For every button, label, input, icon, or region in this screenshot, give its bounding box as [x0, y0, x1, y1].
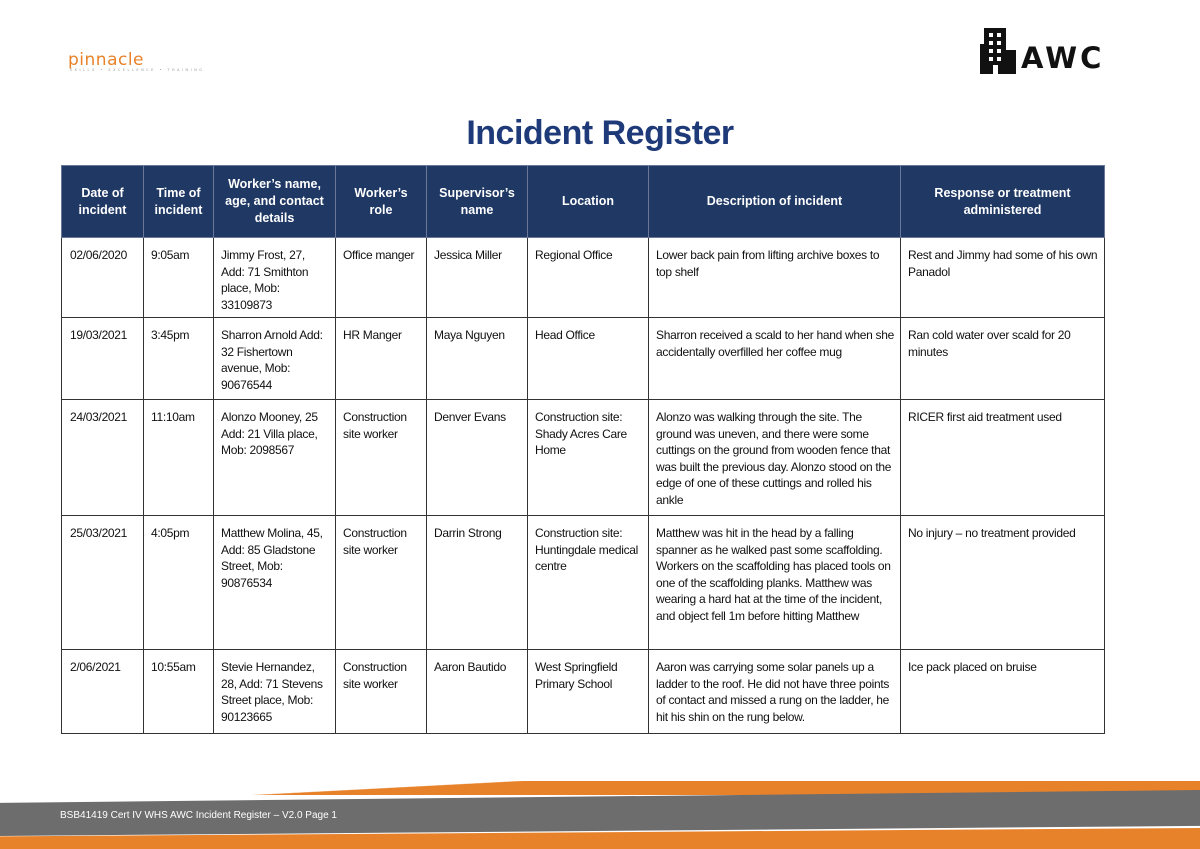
cell-supervisor: Maya Nguyen — [427, 318, 528, 400]
cell-supervisor: Denver Evans — [427, 400, 528, 516]
header-description: Description of incident — [649, 166, 901, 238]
cell-date: 25/03/2021 — [62, 516, 144, 650]
page-title: Incident Register — [466, 114, 734, 152]
cell-supervisor: Aaron Bautido — [427, 650, 528, 734]
cell-time: 10:55am — [144, 650, 214, 734]
cell-response: Rest and Jimmy had some of his own Panadol — [901, 238, 1105, 318]
incident-register-table — [61, 165, 1105, 734]
table-row — [62, 400, 1105, 516]
cell-worker-role: Construction site worker — [336, 516, 427, 650]
cell-time: 9:05am — [144, 238, 214, 318]
cell-description: Aaron was carrying some solar panels up a ladder to the roof. He did not have three points of contact and missed a rung on the ladder, he hit his shin on the rung below. — [649, 650, 901, 734]
header-date: Date of incident — [62, 166, 144, 238]
building-icon — [980, 26, 1018, 74]
header-response: Response or treatment administered — [901, 166, 1105, 238]
cell-response: No injury – no treatment provided — [901, 516, 1105, 650]
cell-worker-role: HR Manger — [336, 318, 427, 400]
cell-date: 2/06/2021 — [62, 650, 144, 734]
table-row — [62, 238, 1105, 318]
cell-worker-role: Construction site worker — [336, 650, 427, 734]
cell-worker-role: Construction site worker — [336, 400, 427, 516]
cell-worker-details: Alonzo Mooney, 25 Add: 21 Villa place, Mob: 2098567 — [214, 400, 336, 516]
cell-time: 4:05pm — [144, 516, 214, 650]
cell-response: RICER first aid treatment used — [901, 400, 1105, 516]
cell-date: 02/06/2020 — [62, 238, 144, 318]
cell-worker-role: Office manger — [336, 238, 427, 318]
header-worker-role: Worker’s role — [336, 166, 427, 238]
pinnacle-logo-tagline: SKILLS • EXCELLENCE • TRAINING — [70, 68, 205, 72]
cell-supervisor: Jessica Miller — [427, 238, 528, 318]
table-row — [62, 516, 1105, 650]
awc-logo — [980, 24, 1104, 74]
cell-location: Construction site: Huntingdale medical centre — [528, 516, 649, 650]
cell-time: 3:45pm — [144, 318, 214, 400]
cell-worker-details: Jimmy Frost, 27, Add: 71 Smithton place, Mob: 33109873 — [214, 238, 336, 318]
cell-location: Regional Office — [528, 238, 649, 318]
pinnacle-logo-text: pinnacle — [68, 50, 145, 70]
cell-location: Construction site: Shady Acres Care Home — [528, 400, 649, 516]
cell-description: Matthew was hit in the head by a falling spanner as he walked past some scaffolding. Workers on the scaffolding has placed tools on one of the scaffolding planks. Matthew was wearing a hard hat at the time of the incident, and object fell 1m before hitting Matthew — [649, 516, 901, 650]
header-time: Time of incident — [144, 166, 214, 238]
cell-supervisor: Darrin Strong — [427, 516, 528, 650]
pinnacle-logo — [68, 52, 204, 73]
cell-time: 11:10am — [144, 400, 214, 516]
cell-description: Lower back pain from lifting archive boxes to top shelf — [649, 238, 901, 318]
cell-date: 24/03/2021 — [62, 400, 144, 516]
awc-logo-text: AWC — [1021, 41, 1105, 75]
cell-date: 19/03/2021 — [62, 318, 144, 400]
table-row — [62, 318, 1105, 400]
footer-text: BSB41419 Cert IV WHS AWC Incident Register – V2.0 Page 1 — [60, 810, 337, 821]
cell-response: Ice pack placed on bruise — [901, 650, 1105, 734]
cell-response: Ran cold water over scald for 20 minutes — [901, 318, 1105, 400]
cell-location: West Springfield Primary School — [528, 650, 649, 734]
header-location: Location — [528, 166, 649, 238]
header-supervisor: Supervisor’s name — [427, 166, 528, 238]
cell-description: Alonzo was walking through the site. The ground was uneven, and there were some cuttings on the ground from wooden fence that was built the previous day. Alonzo stood on the edge of one of these cuttings and rolled his ankle — [649, 400, 901, 516]
cell-location: Head Office — [528, 318, 649, 400]
cell-worker-details: Stevie Hernandez, 28, Add: 71 Stevens Street place, Mob: 90123665 — [214, 650, 336, 734]
table-header-row — [62, 166, 1105, 238]
cell-worker-details: Sharron Arnold Add: 32 Fishertown avenue, Mob: 90676544 — [214, 318, 336, 400]
cell-worker-details: Matthew Molina, 45, Add: 85 Gladstone Street, Mob: 90876534 — [214, 516, 336, 650]
header-worker-details: Worker’s name, age, and contact details — [214, 166, 336, 238]
cell-description: Sharron received a scald to her hand when she accidentally overfilled her coffee mug — [649, 318, 901, 400]
table-row — [62, 650, 1105, 734]
